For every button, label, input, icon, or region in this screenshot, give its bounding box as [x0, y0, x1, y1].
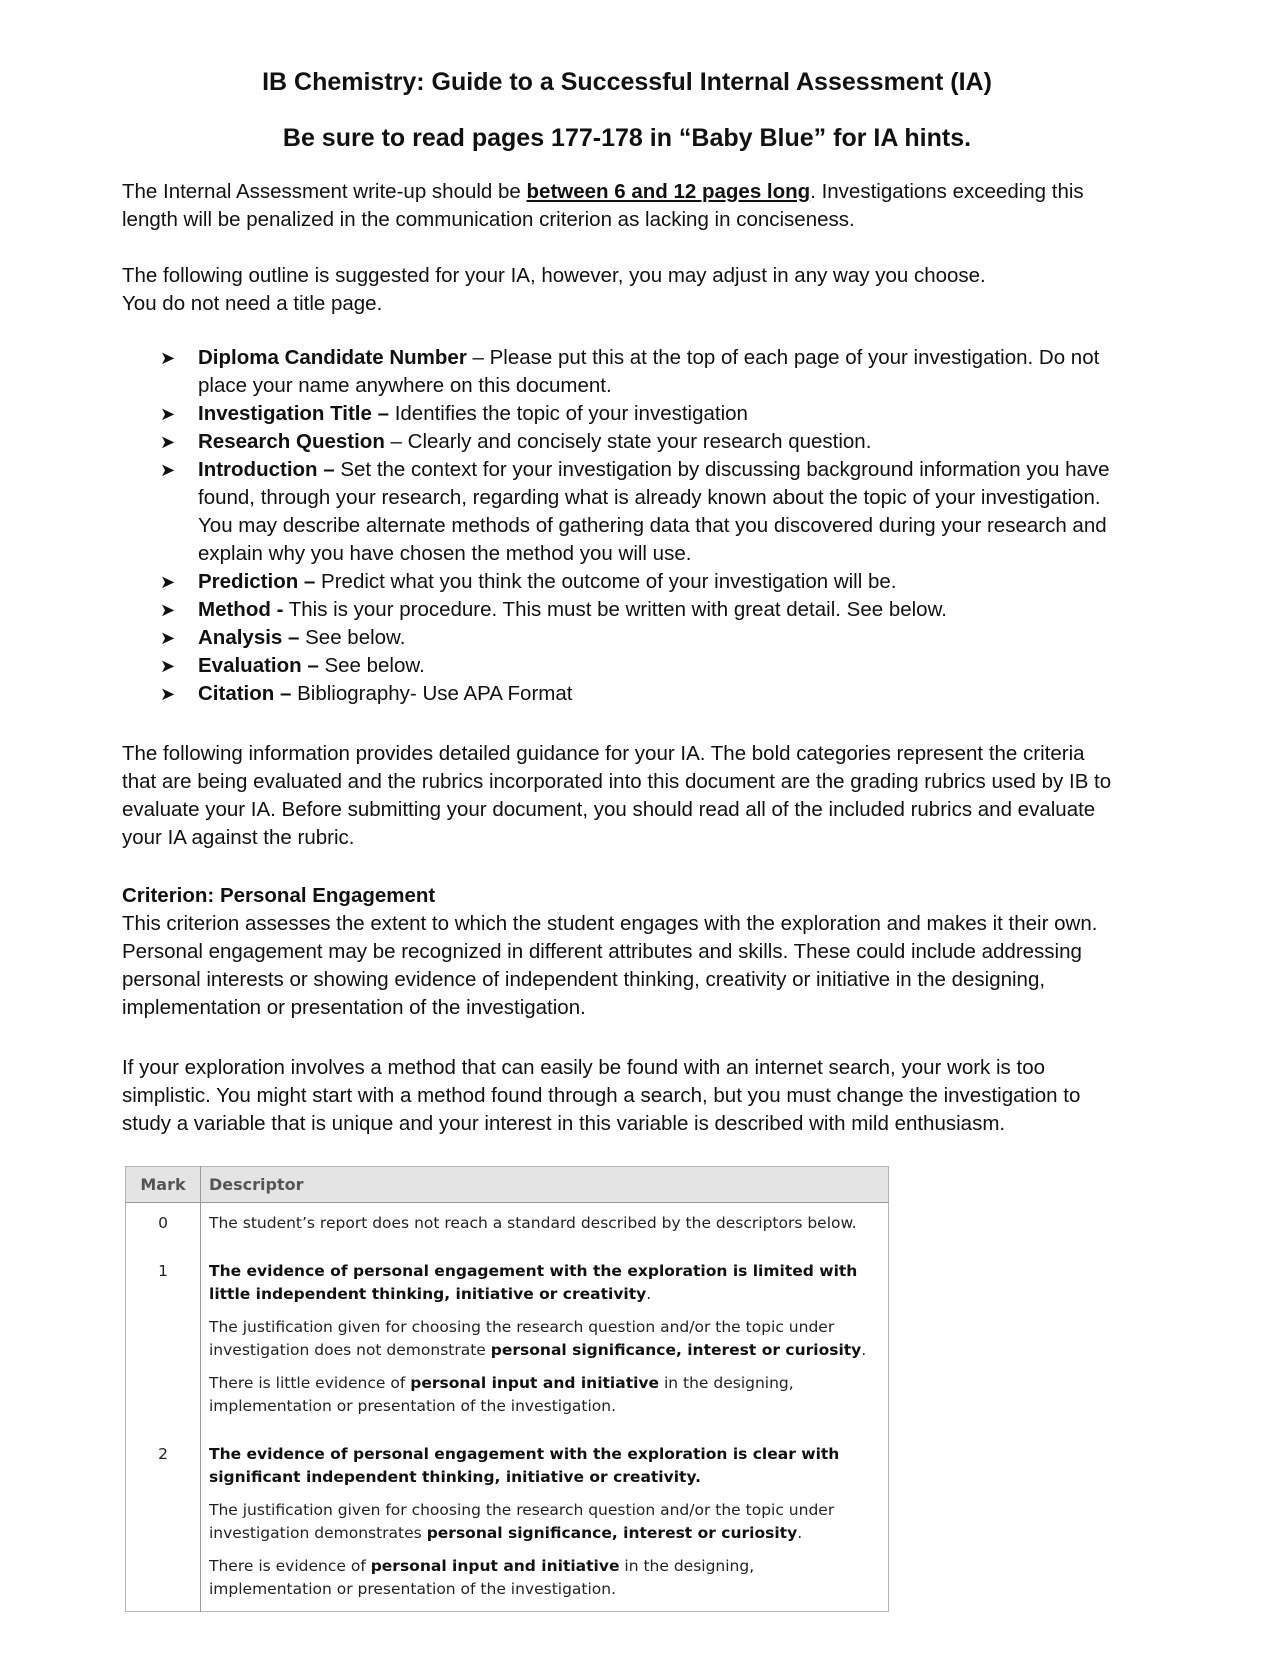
page-length-requirement: between 6 and 12 pages long	[526, 180, 811, 203]
intro-after: . Investigations exceeding this length will be penalized in the communication criterion as lacking in conciseness.	[122, 180, 1084, 231]
rubric-line	[209, 1260, 880, 1306]
rubric-row	[126, 1251, 889, 1434]
arrow-bullet-icon: ➤	[160, 628, 176, 648]
rubric-text: The justification given for choosing the research question and/or the topic under investigation demonstrates	[209, 1501, 835, 1542]
arrow-bullet-icon: ➤	[160, 656, 176, 676]
outline-item	[160, 568, 1130, 596]
rubric-row	[126, 1434, 889, 1612]
outline-item	[160, 652, 1130, 680]
outline-item-text: – Clearly and concisely state your research question.	[384, 430, 872, 453]
guidance-paragraph: The following information provides detailed guidance for your IA. The bold categories represent the criteria that are being evaluated and the rubrics incorporated into this document are the grading rubrics used by IB to evaluate your IA. Before submitting your document, you should read all of the included rubrics and evaluate your IA against the rubric.	[122, 742, 1112, 849]
outline-item-text: Predict what you think the outcome of your investigation will be.	[315, 570, 897, 593]
rubric-line: The student’s report does not reach a standard described by the descriptors below.	[209, 1214, 857, 1232]
rubric-text: in the designing, implementation or presentation of the investigation.	[209, 1557, 755, 1598]
arrow-bullet-icon: ➤	[160, 460, 176, 480]
outline-item-term: Citation –	[198, 682, 292, 705]
outline-item-text: – Please put this at the top of each page of your investigation. Do not place your name anywhere on this document.	[198, 346, 1100, 397]
outline-item-term: Method -	[198, 598, 284, 621]
outline-item	[160, 624, 1130, 652]
outline-item	[160, 680, 1130, 708]
outline-item-text: Identifies the topic of your investigation	[389, 402, 748, 425]
outline-item-term: Introduction –	[198, 458, 335, 481]
rubric-header-row	[126, 1167, 889, 1203]
rubric-bold-text: The evidence of personal engagement with the exploration is limited with little independent thinking, initiative or creativity	[209, 1262, 858, 1303]
outline-item-term: Research Question	[198, 430, 385, 453]
rubric-descriptor	[201, 1251, 889, 1434]
arrow-bullet-icon: ➤	[160, 348, 176, 368]
outline-item	[160, 428, 1130, 456]
outline-item-text: Set the context for your investigation by discussing background information you have found, through your research, regarding what is already known about the topic of your investigation. You may describe alternate methods of gathering data that you discovered during your research and explain why you have chosen the method you will use.	[198, 458, 1110, 565]
outline-item-term: Investigation Title –	[198, 402, 389, 425]
rubric-text: .	[861, 1341, 867, 1359]
rubric-header-mark: Mark	[126, 1167, 201, 1203]
outline-item	[160, 344, 1130, 400]
intro-paragraph	[122, 178, 1122, 234]
outline-intro-line1: The following outline is suggested for your IA, however, you may adjust in any way you choose.	[122, 264, 986, 287]
rubric-mark: 2	[126, 1434, 201, 1612]
outline-list	[160, 344, 1130, 708]
rubric-text: .	[797, 1524, 803, 1542]
rubric-line	[209, 1555, 880, 1601]
rubric-text: .	[646, 1285, 652, 1303]
outline-item-text: Bibliography- Use APA Format	[291, 682, 573, 705]
rubric-line	[209, 1499, 880, 1545]
page-subtitle: Be sure to read pages 177-178 in “Baby Blue” for IA hints.	[282, 124, 972, 152]
rubric-line	[209, 1372, 880, 1418]
outline-item-term: Evaluation –	[198, 654, 319, 677]
criterion-description: This criterion assesses the extent to which the student engages with the exploration and makes it their own. Personal engagement may be recognized in different attributes and skills. These could include addressing personal interests or showing evidence of independent thinking, creativity or initiative in the designing, implementation or presentation of the investigation.	[122, 912, 1098, 1019]
rubric-line	[209, 1443, 880, 1489]
outline-intro	[122, 262, 1122, 318]
rubric-mark: 0	[126, 1203, 201, 1252]
arrow-bullet-icon: ➤	[160, 600, 176, 620]
outline-item-text: See below.	[299, 626, 406, 649]
outline-item-term: Diploma Candidate Number	[198, 346, 467, 369]
rubric-descriptor	[201, 1203, 889, 1252]
outline-intro-line2: You do not need a title page.	[122, 292, 383, 315]
outline-item-text: This is your procedure. This must be written with great detail. See below.	[283, 598, 947, 621]
page-title: IB Chemistry: Guide to a Successful Internal Assessment (IA)	[262, 68, 992, 96]
arrow-bullet-icon: ➤	[160, 684, 176, 704]
rubric-text: There is evidence of	[209, 1557, 371, 1575]
rubric-bold-text: personal significance, interest or curiosity	[490, 1341, 862, 1359]
arrow-bullet-icon: ➤	[160, 432, 176, 452]
outline-item	[160, 456, 1130, 568]
criterion-note: If your exploration involves a method that can easily be found with an internet search, your work is too simplistic. You might start with a method found through a search, but you must change the investigation to study a variable that is unique and your interest in this variable is described with mild enthusiasm.	[122, 1056, 1081, 1135]
outline-item	[160, 400, 1130, 428]
rubric-bold-text: personal significance, interest or curiosity	[426, 1524, 798, 1542]
outline-item-term: Analysis –	[198, 626, 300, 649]
rubric-mark: 1	[126, 1251, 201, 1434]
criterion-heading: Criterion: Personal Engagement	[122, 884, 436, 907]
outline-item-term: Prediction –	[198, 570, 316, 593]
rubric-text: in the designing, implementation or presentation of the investigation.	[209, 1374, 794, 1415]
rubric-bold-text: The evidence of personal engagement with the exploration is clear with significant independent thinking, initiative or creativity.	[209, 1445, 840, 1486]
rubric-text: There is little evidence of	[209, 1374, 411, 1392]
intro-before: The Internal Assessment write-up should be	[122, 180, 527, 203]
rubric-table	[125, 1166, 889, 1612]
rubric-bold-text: personal input and initiative	[410, 1374, 660, 1392]
arrow-bullet-icon: ➤	[160, 404, 176, 424]
rubric-bold-text: personal input and initiative	[370, 1557, 620, 1575]
rubric-line	[209, 1316, 880, 1362]
rubric-row	[126, 1203, 889, 1252]
arrow-bullet-icon: ➤	[160, 572, 176, 592]
rubric-header-descriptor: Descriptor	[201, 1167, 889, 1203]
rubric-text: The justification given for choosing the research question and/or the topic under investigation does not demonstrate	[209, 1318, 835, 1359]
outline-item	[160, 596, 1130, 624]
rubric-descriptor	[201, 1434, 889, 1612]
outline-item-text: See below.	[318, 654, 425, 677]
